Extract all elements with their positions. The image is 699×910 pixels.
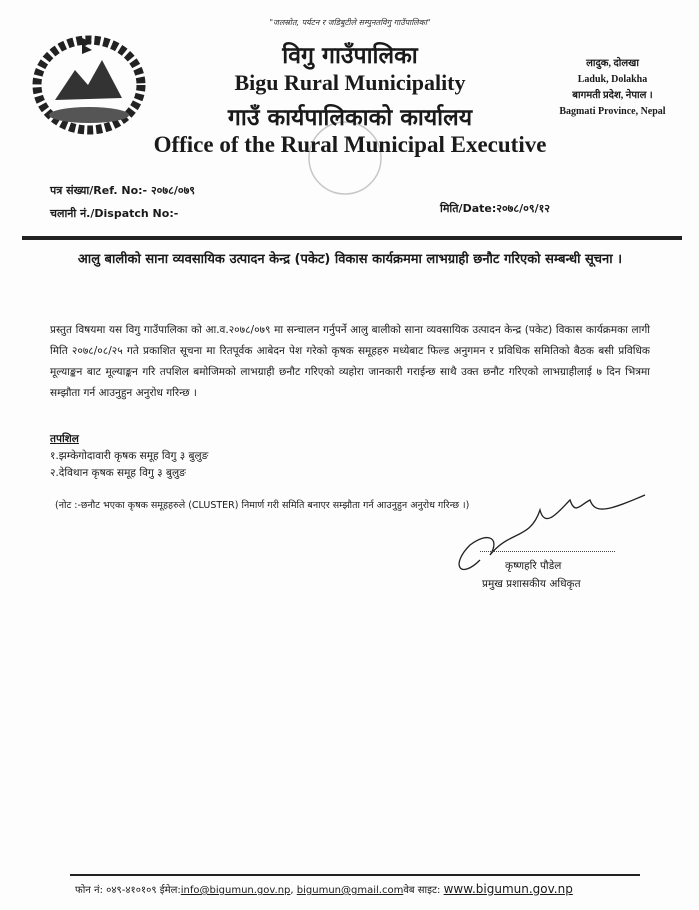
address-line: Bagmati Province, Nepal [559,106,666,117]
subject-heading: आलु बालीको साना व्यवसायिक उत्पादन केन्द्र (पकेट) विकास कार्यक्रममा लाभग्राही छनौट गरिएको सम्बन्धी सूचना । [77,252,623,267]
reference-number: पत्र संख्या/Ref. No:- २०७८/०७९ [50,184,196,197]
nepal-emblem-logo [30,30,148,136]
address-line: बागमती प्रदेश, नेपाल । [572,90,653,101]
address-line: Laduk, Dolakha [577,74,648,85]
signatory-title: प्रमुख प्रशासकीय अधिकृत [482,578,581,590]
slogan: "जलस्रोत, पर्यटन र जडिबुटीले सम्पुनतविगु गाउँपालिका" [269,18,431,27]
signatory-name: कृष्णहरि पौडेल [505,560,562,572]
details-heading: तपशिल [50,433,79,445]
phone-label: फोन नं: ०४९-४१०१०९ ईमेल: [75,885,181,896]
address-block [530,56,695,120]
website-link[interactable]: www.bigumun.gov.np [443,882,573,896]
email-link[interactable]: bigumun@gmail.com [296,885,404,896]
header-divider [22,236,682,240]
municipality-name-en: Bigu Rural Municipality [234,70,466,95]
office-name-en: Office of the Rural Municipal Executive [153,132,547,157]
dispatch-number: चलानी नं./Dispatch No:- [50,207,179,220]
address-line: लादुक, दोलखा [586,58,639,69]
website-label: वेब साइट: [403,885,444,896]
footer-divider [70,874,640,876]
separator: , [290,885,297,896]
letter-date: मिति/Date:२०७८/०९/१२ [440,202,551,215]
footer-contact [75,882,573,896]
list-item: १.झम्केगोदावारी कृषक समूह विगु ३ बुलुङ [50,450,209,462]
note: (नोट :-छनौट भएका कृषक समूहहरुले (CLUSTER) निमार्ण गरी समिति बनाएर सम्झौता गर्न आउनुहुन अनुरोध गरिन्छ ।) [55,500,470,511]
body-paragraph: प्रस्तुत विषयमा यस विगु गाउँपालिका को आ.व.२०७८/०७९ मा सन्चालन गर्नुपर्ने आलु बालीको साना व्यवसायिक उत्पादन केन्द्र (पकेट) विकास कार्यक्रमका लागी मिति २०७८/०८/२५ गते प्रकाशित सूचना मा रितपूर्वक आबेदन पेश गरेको कृषक समूहहरु मध्येबाट फिल्ड अनुगमन र प्रविधिक समितिको बैठक बसी प्रविधिक मूल्याङ्कन बाट मूल्याङ्कन गरि तपशिल बमोजिमको लाभग्राही छनौट गरिएको व्यहोरा जानकारी गराईन्छ साथै उक्त छनौट गरिएको लाभग्राहीलाई ७ दिन भित्रमा सम्झौता गर्न आउनुहुन अनुरोध गरिन्छ । [50,324,650,399]
list-item: २.देविथान कृषक समूह विगु ३ बुलुङ [50,467,186,479]
municipality-name-np: विगु गाउँपालिका [282,43,418,69]
email-link[interactable]: info@bigumun.gov.np [180,885,291,896]
signature-line [480,551,615,552]
office-name-np: गाउँ कार्यपालिकाको कार्यालय [227,105,473,131]
